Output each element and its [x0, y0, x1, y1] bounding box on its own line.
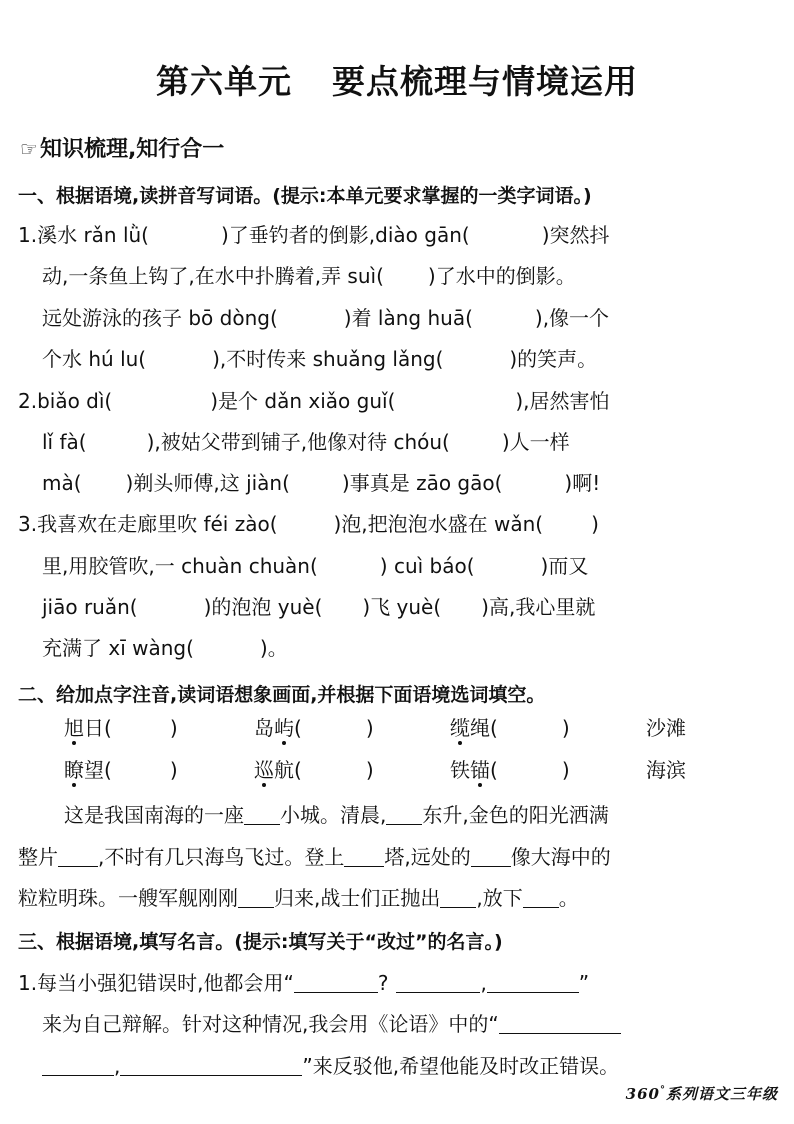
q2-words-row-2 — [64, 760, 686, 780]
q1-line-10: jiāo ruǎn( )的泡泡 yuè( )飞 yuè( )高,我心里就 — [42, 595, 596, 619]
q1-line-8: 3.我喜欢在走廊里吹 féi zào( )泡,把泡泡水盛在 wǎn( ) — [18, 512, 599, 536]
q1-line-2: 动,一条鱼上钩了,在水中扑腾着,弄 suì( )了水中的倒影。 — [42, 264, 576, 288]
section-heading: ☞知识梳理,知行合一 — [20, 137, 225, 162]
q2-words-row-1 — [64, 718, 686, 738]
q2-paragraph-line-2: 整片 ,不时有几只海鸟飞过。登上 塔,远处的 像大海中的 — [18, 845, 611, 869]
series-footer: 360°系列语文三年级 — [625, 1085, 778, 1103]
word-item: 旭日( ) — [64, 716, 178, 740]
word-item: 巡航( ) — [254, 758, 374, 782]
question-1-heading: 一、根据语境,读拼音写词语。(提示:本单元要求掌握的一类字词语。) — [18, 185, 592, 207]
pointing-hand-icon: ☞ — [20, 137, 38, 161]
q1-line-1: 1.溪水 rǎn lǜ( )了垂钓者的倒影,diào gān( )突然抖 — [18, 223, 610, 247]
q1-line-9: 里,用胶管吹,一 chuàn chuàn( ) cuì báo( )而又 — [42, 554, 589, 578]
q1-line-3: 远处游泳的孩子 bō dòng( )着 làng huā( ),像一个 — [42, 306, 610, 330]
question-2-heading: 二、给加点字注音,读词语想象画面,并根据下面语境选词填空。 — [18, 684, 546, 706]
q3-line-1: 1.每当小强犯错误时,他都会用“ ? , ” — [18, 971, 590, 995]
word-item: 沙滩 — [646, 716, 686, 740]
word-item: 岛屿( ) — [254, 716, 374, 740]
word-item: 缆绳( ) — [450, 716, 570, 740]
q1-line-6: lǐ fà( ),被姑父带到铺子,他像对待 chóu( )人一样 — [42, 430, 570, 454]
q1-line-7: mà( )剃头师傅,这 jiàn( )事真是 zāo gāo( )啊! — [42, 471, 601, 495]
q3-line-3: , ”来反驳他,希望他能及时改正错误。 — [42, 1055, 619, 1076]
question-3-heading: 三、根据语境,填写名言。(提示:填写关于“改过”的名言。) — [18, 931, 503, 953]
word-item: 海滨 — [646, 758, 686, 782]
q3-line-2: 来为自己辩解。针对这种情况,我会用《论语》中的“ — [42, 1013, 621, 1034]
word-item: 铁锚( ) — [450, 758, 570, 782]
q1-line-4: 个水 hú lu( ),不时传来 shuǎng lǎng( )的笑声。 — [42, 347, 598, 371]
word-item: 瞭望( ) — [64, 758, 178, 782]
q2-paragraph-line-3: 粒粒明珠。一艘军舰刚刚 归来,战士们正抛出 ,放下 。 — [18, 886, 579, 910]
q2-paragraph-line-1: 这是我国南海的一座 小城。清晨, 东升,金色的阳光洒满 — [64, 803, 609, 827]
q1-line-11: 充满了 xī wàng( )。 — [42, 636, 288, 660]
page-title: 第六单元 要点梳理与情境运用 — [156, 62, 638, 101]
q1-line-5: 2.biǎo dì( )是个 dǎn xiǎo guǐ( ),居然害怕 — [18, 389, 610, 413]
